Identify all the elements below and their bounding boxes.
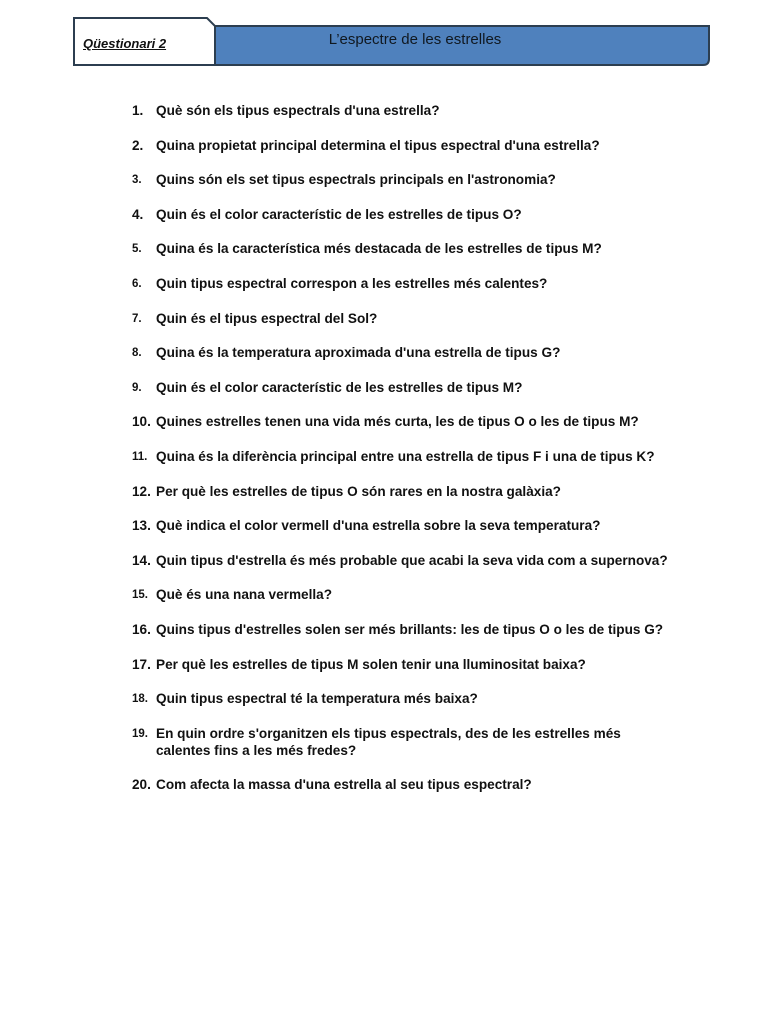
question-number: 9. (132, 381, 142, 394)
question-number: 15. (132, 589, 148, 602)
question-item (132, 621, 672, 638)
question-list (132, 102, 672, 811)
question-item (132, 379, 672, 396)
question-text: Per què les estrelles de tipus M solen tenir una lluminositat baixa? (156, 656, 586, 672)
question-item (132, 275, 672, 292)
question-item (132, 310, 672, 327)
question-number: 2. (132, 137, 144, 153)
question-number: 10. (132, 414, 151, 430)
question-number: 20. (132, 777, 151, 793)
question-number: 6. (132, 277, 142, 290)
question-item (132, 483, 672, 500)
question-text: Quin és el color característic de les estrelles de tipus M? (156, 379, 523, 395)
question-item (132, 137, 672, 154)
question-number: 12. (132, 483, 151, 499)
question-item (132, 240, 672, 257)
question-item (132, 206, 672, 223)
question-item (132, 656, 672, 673)
question-item (132, 725, 672, 759)
question-text: Quin és el color característic de les estrelles de tipus O? (156, 206, 522, 222)
question-item (132, 690, 672, 707)
question-number: 13. (132, 518, 151, 534)
question-item (132, 448, 672, 465)
question-number: 11. (132, 450, 148, 463)
question-number: 18. (132, 693, 148, 706)
question-text: Quina és la temperatura aproximada d'una estrella de tipus G? (156, 345, 561, 361)
question-text: Quina és la característica més destacada de les estrelles de tipus M? (156, 241, 602, 257)
question-number: 8. (132, 347, 142, 360)
question-text: Per què les estrelles de tipus O són rares en la nostra galàxia? (156, 483, 561, 499)
question-text: Quins tipus d'estrelles solen ser més brillants: les de tipus O o les de tipus G? (156, 621, 664, 637)
question-text: Quins són els set tipus espectrals principals en l'astronomia? (156, 172, 556, 188)
question-text: Com afecta la massa d'una estrella al seu tipus espectral? (156, 777, 532, 793)
question-text: Quin és el tipus espectral del Sol? (156, 310, 378, 326)
question-text: Quin tipus espectral té la temperatura més baixa? (156, 691, 478, 707)
question-item (132, 776, 672, 793)
question-number: 16. (132, 621, 151, 637)
question-text: Quines estrelles tenen una vida més curta, les de tipus O o les de tipus M? (156, 414, 639, 430)
question-text: Quina és la diferència principal entre una estrella de tipus F i una de tipus K? (156, 448, 655, 464)
question-item (132, 517, 672, 534)
question-number: 19. (132, 727, 148, 740)
question-item (132, 171, 672, 188)
question-text: Què són els tipus espectrals d'una estrella? (156, 103, 440, 118)
question-number: 1. (132, 103, 144, 118)
question-number: 17. (132, 656, 151, 672)
question-number: 4. (132, 206, 144, 222)
question-number: 3. (132, 174, 142, 187)
question-item (132, 413, 672, 430)
question-item (132, 552, 672, 569)
question-text: Què indica el color vermell d'una estrella sobre la seva temperatura? (156, 518, 601, 534)
question-text: Quina propietat principal determina el tipus espectral d'una estrella? (156, 137, 600, 153)
question-text: En quin ordre s'organitzen els tipus espectrals, des de les estrelles més calentes fins a les més fredes? (156, 725, 621, 758)
question-text: Quin tipus d'estrella és més probable que acabi la seva vida com a supernova? (156, 552, 668, 568)
questionnaire-label: Qüestionari 2 (83, 36, 167, 51)
page-title: L’espectre de les estrelles (328, 31, 502, 48)
question-text: Què és una nana vermella? (156, 587, 333, 603)
question-number: 14. (132, 552, 151, 568)
question-item (132, 586, 672, 603)
question-item (132, 344, 672, 361)
question-number: 7. (132, 312, 142, 325)
question-text: Quin tipus espectral correspon a les estrelles més calentes? (156, 275, 548, 291)
document-header (73, 17, 711, 67)
question-number: 5. (132, 243, 142, 256)
question-item (132, 102, 672, 119)
